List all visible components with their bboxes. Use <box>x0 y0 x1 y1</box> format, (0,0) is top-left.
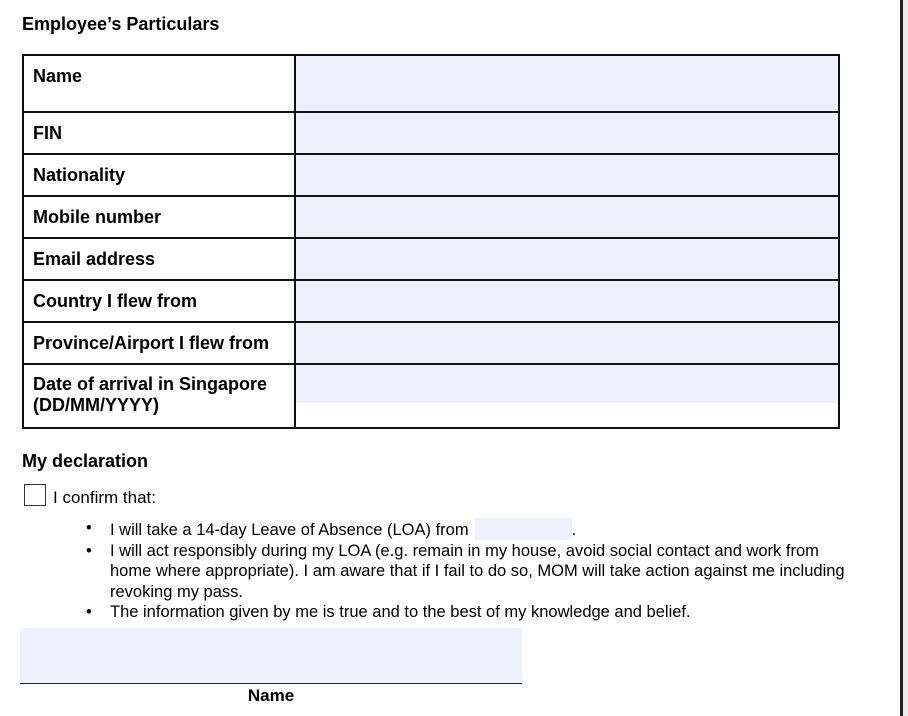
table-row <box>23 322 839 364</box>
table-row <box>23 154 839 196</box>
row-label-nationality: Nationality <box>23 154 295 196</box>
row-label-name: Name <box>23 55 295 112</box>
row-label-arrival-date: Date of arrival in Singapore (DD/MM/YYYY) <box>23 364 295 428</box>
province-airport-field[interactable] <box>295 322 839 364</box>
table-row <box>23 238 839 280</box>
particulars-table <box>22 54 840 429</box>
table-row <box>23 196 839 238</box>
particulars-section-title: Employee’s Particulars <box>22 14 220 34</box>
arrival-date-field[interactable] <box>295 364 839 428</box>
confirm-label: I confirm that: <box>53 488 156 507</box>
fin-field-fill[interactable] <box>296 113 838 153</box>
row-label-province: Province/Airport I flew from <box>23 322 295 364</box>
nationality-field[interactable] <box>295 154 839 196</box>
list-item: • The information given by me is true and to the best of my knowledge and belief. <box>86 602 846 623</box>
loa-start-date-field[interactable] <box>475 518 572 540</box>
table-row <box>23 364 839 428</box>
row-label-country: Country I flew from <box>23 280 295 322</box>
signature-name-label: Name <box>247 686 295 705</box>
declaration-list <box>86 518 846 623</box>
list-item <box>86 518 846 541</box>
declaration-section-title: My declaration <box>22 451 149 471</box>
email-field[interactable] <box>295 238 839 280</box>
name-field[interactable] <box>295 55 839 112</box>
row-label-fin: FIN <box>23 112 295 154</box>
confirm-checkbox[interactable] <box>24 484 46 506</box>
loa-text: I will take a 14-day Leave of Absence (LOA) from <box>110 521 469 539</box>
nationality-field-fill[interactable] <box>296 155 838 195</box>
fin-field[interactable] <box>295 112 839 154</box>
province-airport-field-fill[interactable] <box>296 323 838 363</box>
name-field-fill[interactable] <box>296 56 838 111</box>
email-field-fill[interactable] <box>296 239 838 279</box>
table-row <box>23 55 839 112</box>
country-field[interactable] <box>295 280 839 322</box>
signature-name-field[interactable] <box>20 628 522 684</box>
viewer-gutter <box>903 0 908 716</box>
country-field-fill[interactable] <box>296 281 838 321</box>
table-row <box>23 280 839 322</box>
row-label-mobile: Mobile number <box>23 196 295 238</box>
table-row <box>23 112 839 154</box>
mobile-number-field-fill[interactable] <box>296 197 838 237</box>
list-item: • I will act responsibly during my LOA (e.g. remain in my house, avoid social contact and work from home where appropriate). I am aware that if I fail to do so, MOM will take action against me including revoking my pass. <box>86 541 846 603</box>
loa-text-end: . <box>571 521 577 539</box>
row-label-email: Email address <box>23 238 295 280</box>
mobile-number-field[interactable] <box>295 196 839 238</box>
arrival-date-field-fill[interactable] <box>296 365 838 403</box>
